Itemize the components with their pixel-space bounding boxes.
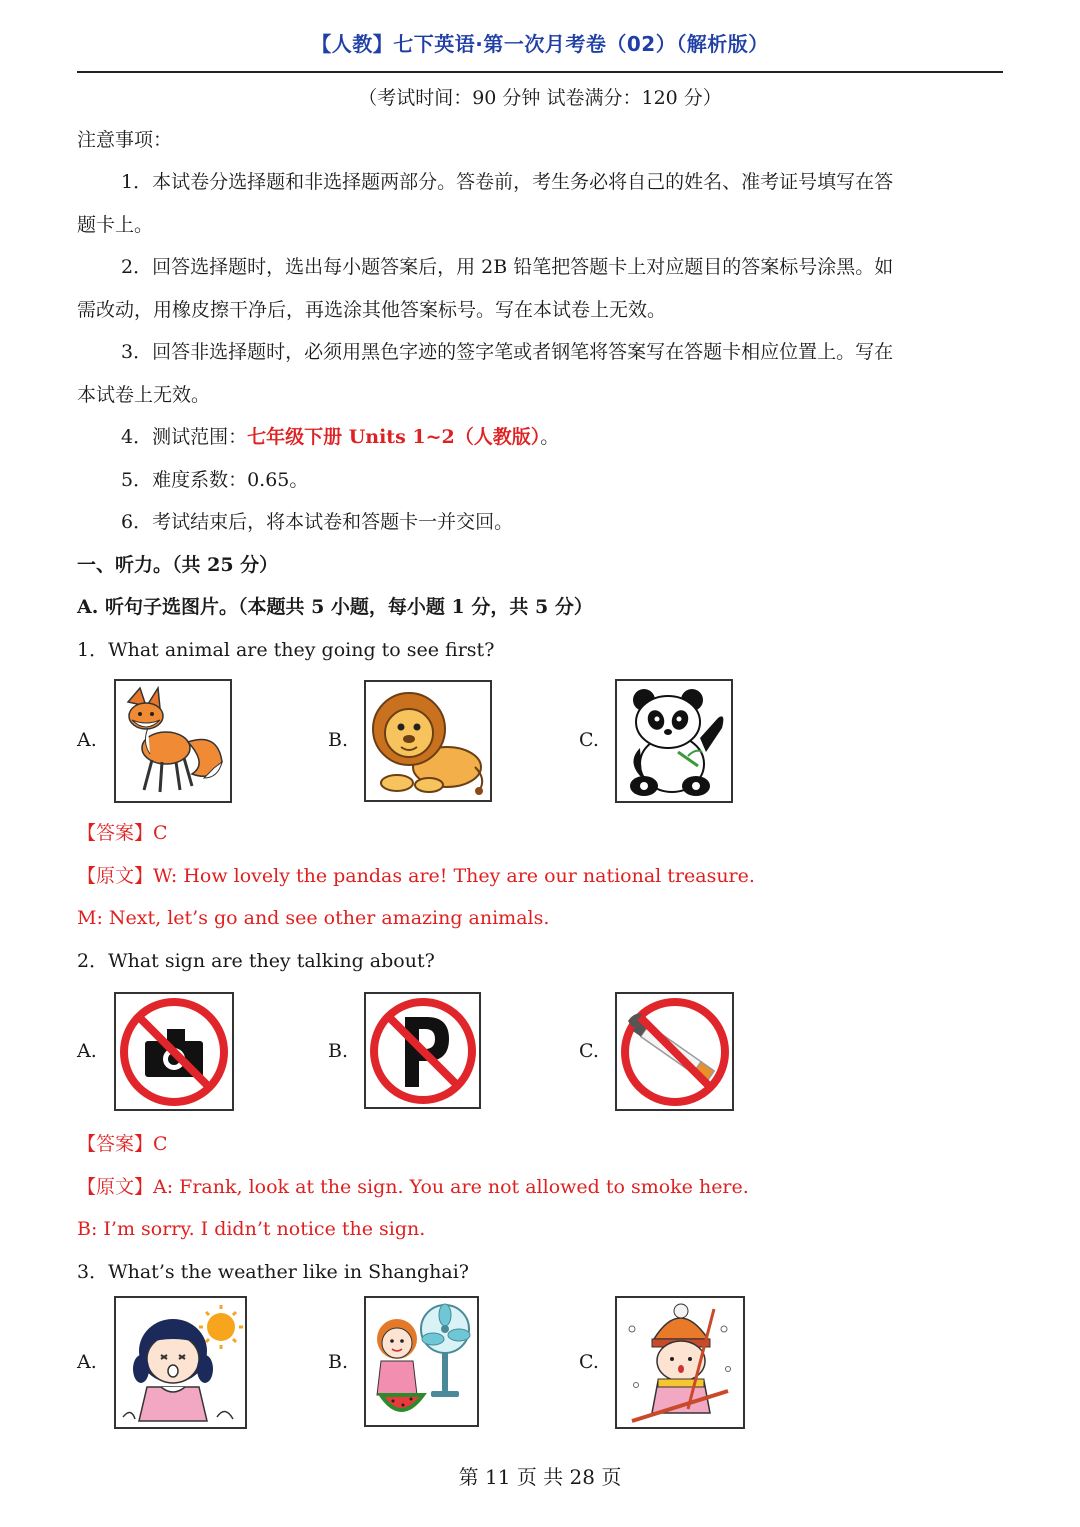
- q2-option-a-label: A.: [77, 1040, 97, 1062]
- note-item-4-prefix: 4．测试范围：: [121, 426, 248, 448]
- hot-sun-girl-icon: [117, 1299, 244, 1426]
- q2-option-c-label: C.: [579, 1040, 599, 1062]
- question-2: 2．What sign are they talking about?: [77, 950, 435, 972]
- q3-option-a-label: A.: [77, 1351, 97, 1373]
- document-header-title: 【人教】七下英语·第一次月考卷（02）（解析版）: [311, 32, 769, 56]
- snow-skiing-girl-icon: [618, 1299, 742, 1426]
- header-divider: [77, 71, 1003, 73]
- notes-heading: 注意事项：: [77, 129, 173, 151]
- note-item-5: 5．难度系数：0.65。: [121, 469, 309, 491]
- note-item-6: 6．考试结束后，将本试卷和答题卡一并交回。: [121, 511, 514, 533]
- note-item-3b: 本试卷上无效。: [77, 384, 211, 406]
- part-a-title: A. 听句子选图片。（本题共 5 小题，每小题 1 分，共 5 分）: [77, 596, 593, 618]
- q1-option-b-label: B.: [328, 729, 349, 751]
- q1-script-line-1: 【原文】W: How lovely the pandas are! They are our national treasure.: [77, 865, 755, 887]
- note-item-1a: 1．本试卷分选择题和非选择题两部分。答卷前，考生务必将自己的姓名、准考证号填写在答: [121, 171, 894, 193]
- q2-option-b-label: B.: [328, 1040, 349, 1062]
- no-camera-sign-icon: [117, 995, 231, 1109]
- q1-option-b-image[interactable]: [364, 680, 492, 802]
- q1-script-line-2: M: Next, let’s go and see other amazing animals.: [77, 907, 550, 929]
- no-parking-sign-icon: [367, 995, 479, 1107]
- note-item-2b: 需改动，用橡皮擦干净后，再选涂其他答案标号。写在本试卷上无效。: [77, 299, 667, 321]
- q2-option-a-image[interactable]: [114, 992, 234, 1111]
- note-item-1b: 题卡上。: [77, 214, 154, 236]
- note-item-3a: 3．回答非选择题时，必须用黑色字迹的签字笔或者钢笔将答案写在答题卡相应位置上。写在: [121, 341, 894, 363]
- q3-option-c-image[interactable]: [615, 1296, 745, 1429]
- q2-option-c-image[interactable]: [615, 992, 734, 1111]
- fox-icon: [118, 682, 228, 800]
- question-1: 1．What animal are they going to see first?: [77, 639, 495, 661]
- fan-watermelon-girl-icon: [367, 1299, 477, 1425]
- q2-script-line-1: 【原文】A: Frank, look at the sign. You are not allowed to smoke here.: [77, 1176, 749, 1198]
- page-footer: 第 11 页 共 28 页: [458, 1465, 622, 1489]
- q3-option-a-image[interactable]: [114, 1296, 247, 1429]
- q2-option-b-image[interactable]: [364, 992, 481, 1109]
- lion-icon: [367, 683, 489, 799]
- q1-option-a-image[interactable]: [114, 679, 232, 803]
- q1-answer: 【答案】C: [77, 822, 168, 844]
- question-3: 3．What’s the weather like in Shanghai?: [77, 1261, 469, 1283]
- panda-icon: [618, 682, 730, 800]
- q3-option-b-label: B.: [328, 1351, 349, 1373]
- q3-option-b-image[interactable]: [364, 1296, 479, 1427]
- exam-info: （考试时间：90 分钟 试卷满分：120 分）: [358, 87, 722, 109]
- q1-option-c-label: C.: [579, 729, 599, 751]
- note-item-2a: 2．回答选择题时，选出每小题答案后，用 2B 铅笔把答题卡上对应题目的答案标号涂黑。如: [121, 256, 894, 278]
- note-item-4-suffix: 。: [540, 426, 560, 448]
- q2-script-line-2: B: I’m sorry. I didn’t notice the sign.: [77, 1218, 426, 1240]
- q1-option-a-label: A.: [77, 729, 97, 751]
- note-item-4: [77, 424, 1003, 450]
- test-scope: 七年级下册 Units 1~2（人教版）: [247, 426, 541, 448]
- q3-option-c-label: C.: [579, 1351, 599, 1373]
- no-smoking-sign-icon: [618, 995, 732, 1109]
- q2-answer: 【答案】C: [77, 1133, 168, 1155]
- section-title: 一、听力。（共 25 分）: [77, 554, 279, 576]
- q1-option-c-image[interactable]: [615, 679, 733, 803]
